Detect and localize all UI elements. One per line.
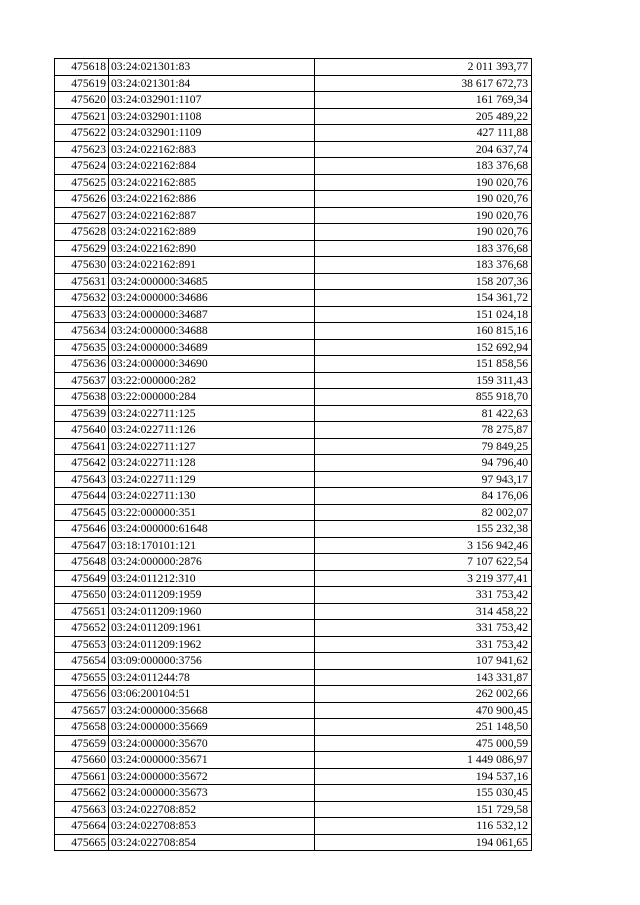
cadastral-number-cell: 03:06:200104:51 xyxy=(109,686,315,703)
cadastral-number-cell: 03:24:000000:35670 xyxy=(109,735,315,752)
table-row xyxy=(55,273,532,290)
cadastral-number-cell: 03:24:022708:853 xyxy=(109,818,315,835)
row-number-cell: 475643 xyxy=(55,471,109,488)
cadastral-value-cell: 204 637,74 xyxy=(315,141,532,158)
cadastral-number-cell: 03:24:022711:127 xyxy=(109,438,315,455)
row-number-cell: 475657 xyxy=(55,702,109,719)
cadastral-value-cell: 161 769,34 xyxy=(315,92,532,109)
cadastral-value-cell: 3 156 942,46 xyxy=(315,537,532,554)
table-body xyxy=(55,59,532,851)
table-row xyxy=(55,422,532,439)
cadastral-value-cell: 151 729,58 xyxy=(315,801,532,818)
cadastral-number-cell: 03:24:022162:885 xyxy=(109,174,315,191)
cadastral-number-cell: 03:24:000000:35673 xyxy=(109,785,315,802)
table-row xyxy=(55,785,532,802)
cadastral-value-cell: 94 796,40 xyxy=(315,455,532,472)
table-row xyxy=(55,389,532,406)
cadastral-number-cell: 03:24:000000:35668 xyxy=(109,702,315,719)
table-row xyxy=(55,521,532,538)
cadastral-value-cell: 2 011 393,77 xyxy=(315,59,532,76)
row-number-cell: 475663 xyxy=(55,801,109,818)
cadastral-number-cell: 03:24:022708:854 xyxy=(109,834,315,851)
row-number-cell: 475619 xyxy=(55,75,109,92)
table-row xyxy=(55,323,532,340)
cadastral-number-cell: 03:24:011209:1960 xyxy=(109,603,315,620)
cadastral-number-cell: 03:24:021301:83 xyxy=(109,59,315,76)
cadastral-number-cell: 03:24:011212:310 xyxy=(109,570,315,587)
row-number-cell: 475625 xyxy=(55,174,109,191)
cadastral-value-cell: 81 422,63 xyxy=(315,405,532,422)
row-number-cell: 475631 xyxy=(55,273,109,290)
row-number-cell: 475628 xyxy=(55,224,109,241)
cadastral-value-table xyxy=(54,58,532,851)
cadastral-value-cell: 1 449 086,97 xyxy=(315,752,532,769)
cadastral-value-cell: 160 815,16 xyxy=(315,323,532,340)
table-row xyxy=(55,504,532,521)
cadastral-number-cell: 03:24:000000:34685 xyxy=(109,273,315,290)
cadastral-number-cell: 03:24:022162:884 xyxy=(109,158,315,175)
row-number-cell: 475651 xyxy=(55,603,109,620)
row-number-cell: 475623 xyxy=(55,141,109,158)
row-number-cell: 475661 xyxy=(55,768,109,785)
table-row xyxy=(55,108,532,125)
table-row xyxy=(55,306,532,323)
table-row xyxy=(55,603,532,620)
cadastral-number-cell: 03:24:032901:1107 xyxy=(109,92,315,109)
cadastral-value-cell: 251 148,50 xyxy=(315,719,532,736)
row-number-cell: 475635 xyxy=(55,339,109,356)
row-number-cell: 475662 xyxy=(55,785,109,802)
table-row xyxy=(55,59,532,76)
cadastral-number-cell: 03:24:022711:125 xyxy=(109,405,315,422)
row-number-cell: 475659 xyxy=(55,735,109,752)
row-number-cell: 475642 xyxy=(55,455,109,472)
table-row xyxy=(55,372,532,389)
cadastral-value-cell: 151 024,18 xyxy=(315,306,532,323)
table-row xyxy=(55,719,532,736)
cadastral-number-cell: 03:24:000000:34689 xyxy=(109,339,315,356)
row-number-cell: 475621 xyxy=(55,108,109,125)
row-number-cell: 475652 xyxy=(55,620,109,637)
cadastral-value-cell: 78 275,87 xyxy=(315,422,532,439)
cadastral-value-cell: 194 061,65 xyxy=(315,834,532,851)
row-number-cell: 475632 xyxy=(55,290,109,307)
row-number-cell: 475649 xyxy=(55,570,109,587)
row-number-cell: 475622 xyxy=(55,125,109,142)
cadastral-value-cell: 475 000,59 xyxy=(315,735,532,752)
cadastral-number-cell: 03:24:011244:78 xyxy=(109,669,315,686)
row-number-cell: 475655 xyxy=(55,669,109,686)
table-row xyxy=(55,471,532,488)
row-number-cell: 475634 xyxy=(55,323,109,340)
cadastral-value-cell: 7 107 622,54 xyxy=(315,554,532,571)
table-row xyxy=(55,587,532,604)
table-row xyxy=(55,158,532,175)
cadastral-value-cell: 205 489,22 xyxy=(315,108,532,125)
cadastral-number-cell: 03:24:011209:1961 xyxy=(109,620,315,637)
table-row xyxy=(55,735,532,752)
row-number-cell: 475637 xyxy=(55,372,109,389)
table-row xyxy=(55,191,532,208)
table-row xyxy=(55,653,532,670)
table-row xyxy=(55,570,532,587)
row-number-cell: 475648 xyxy=(55,554,109,571)
cadastral-value-cell: 82 002,07 xyxy=(315,504,532,521)
table-row xyxy=(55,257,532,274)
row-number-cell: 475638 xyxy=(55,389,109,406)
cadastral-value-cell: 155 232,38 xyxy=(315,521,532,538)
row-number-cell: 475639 xyxy=(55,405,109,422)
row-number-cell: 475665 xyxy=(55,834,109,851)
cadastral-value-cell: 107 941,62 xyxy=(315,653,532,670)
row-number-cell: 475660 xyxy=(55,752,109,769)
row-number-cell: 475620 xyxy=(55,92,109,109)
cadastral-number-cell: 03:24:022711:130 xyxy=(109,488,315,505)
row-number-cell: 475664 xyxy=(55,818,109,835)
cadastral-number-cell: 03:24:022711:129 xyxy=(109,471,315,488)
cadastral-value-cell: 155 030,45 xyxy=(315,785,532,802)
cadastral-value-cell: 183 376,68 xyxy=(315,240,532,257)
row-number-cell: 475654 xyxy=(55,653,109,670)
table-row xyxy=(55,125,532,142)
row-number-cell: 475653 xyxy=(55,636,109,653)
table-row xyxy=(55,834,532,851)
cadastral-value-cell: 183 376,68 xyxy=(315,257,532,274)
row-number-cell: 475624 xyxy=(55,158,109,175)
cadastral-value-cell: 143 331,87 xyxy=(315,669,532,686)
cadastral-number-cell: 03:24:000000:34690 xyxy=(109,356,315,373)
table-row xyxy=(55,620,532,637)
cadastral-value-cell: 97 943,17 xyxy=(315,471,532,488)
table-row xyxy=(55,92,532,109)
table-row xyxy=(55,356,532,373)
cadastral-value-cell: 154 361,72 xyxy=(315,290,532,307)
cadastral-value-cell: 79 849,25 xyxy=(315,438,532,455)
cadastral-number-cell: 03:24:022162:887 xyxy=(109,207,315,224)
document-page xyxy=(54,58,532,851)
cadastral-value-cell: 183 376,68 xyxy=(315,158,532,175)
cadastral-number-cell: 03:24:032901:1108 xyxy=(109,108,315,125)
table-row xyxy=(55,224,532,241)
cadastral-number-cell: 03:18:170101:121 xyxy=(109,537,315,554)
row-number-cell: 475641 xyxy=(55,438,109,455)
table-row xyxy=(55,290,532,307)
cadastral-number-cell: 03:24:022711:126 xyxy=(109,422,315,439)
cadastral-value-cell: 194 537,16 xyxy=(315,768,532,785)
cadastral-value-cell: 190 020,76 xyxy=(315,174,532,191)
cadastral-number-cell: 03:24:022162:886 xyxy=(109,191,315,208)
cadastral-number-cell: 03:22:000000:351 xyxy=(109,504,315,521)
cadastral-number-cell: 03:24:032901:1109 xyxy=(109,125,315,142)
cadastral-number-cell: 03:22:000000:282 xyxy=(109,372,315,389)
cadastral-number-cell: 03:24:011209:1962 xyxy=(109,636,315,653)
row-number-cell: 475658 xyxy=(55,719,109,736)
cadastral-value-cell: 38 617 672,73 xyxy=(315,75,532,92)
cadastral-number-cell: 03:24:022162:889 xyxy=(109,224,315,241)
cadastral-number-cell: 03:24:022162:890 xyxy=(109,240,315,257)
row-number-cell: 475656 xyxy=(55,686,109,703)
table-row xyxy=(55,339,532,356)
table-row xyxy=(55,405,532,422)
cadastral-value-cell: 152 692,94 xyxy=(315,339,532,356)
row-number-cell: 475650 xyxy=(55,587,109,604)
cadastral-number-cell: 03:24:000000:35671 xyxy=(109,752,315,769)
row-number-cell: 475633 xyxy=(55,306,109,323)
table-row xyxy=(55,174,532,191)
table-row xyxy=(55,488,532,505)
table-row xyxy=(55,438,532,455)
table-row xyxy=(55,75,532,92)
cadastral-number-cell: 03:24:000000:35669 xyxy=(109,719,315,736)
cadastral-value-cell: 3 219 377,41 xyxy=(315,570,532,587)
row-number-cell: 475636 xyxy=(55,356,109,373)
cadastral-value-cell: 84 176,06 xyxy=(315,488,532,505)
table-row xyxy=(55,207,532,224)
cadastral-value-cell: 331 753,42 xyxy=(315,587,532,604)
cadastral-number-cell: 03:24:000000:2876 xyxy=(109,554,315,571)
cadastral-number-cell: 03:24:022162:883 xyxy=(109,141,315,158)
cadastral-value-cell: 331 753,42 xyxy=(315,620,532,637)
cadastral-number-cell: 03:24:000000:61648 xyxy=(109,521,315,538)
table-row xyxy=(55,455,532,472)
cadastral-number-cell: 03:22:000000:284 xyxy=(109,389,315,406)
row-number-cell: 475629 xyxy=(55,240,109,257)
row-number-cell: 475645 xyxy=(55,504,109,521)
cadastral-value-cell: 116 532,12 xyxy=(315,818,532,835)
row-number-cell: 475647 xyxy=(55,537,109,554)
table-row xyxy=(55,636,532,653)
table-row xyxy=(55,752,532,769)
table-row xyxy=(55,801,532,818)
row-number-cell: 475640 xyxy=(55,422,109,439)
cadastral-number-cell: 03:24:000000:34687 xyxy=(109,306,315,323)
table-row xyxy=(55,686,532,703)
row-number-cell: 475644 xyxy=(55,488,109,505)
cadastral-number-cell: 03:24:022708:852 xyxy=(109,801,315,818)
cadastral-value-cell: 190 020,76 xyxy=(315,191,532,208)
cadastral-value-cell: 427 111,88 xyxy=(315,125,532,142)
table-row xyxy=(55,240,532,257)
cadastral-value-cell: 190 020,76 xyxy=(315,207,532,224)
cadastral-value-cell: 159 311,43 xyxy=(315,372,532,389)
cadastral-number-cell: 03:24:000000:34686 xyxy=(109,290,315,307)
cadastral-value-cell: 855 918,70 xyxy=(315,389,532,406)
cadastral-value-cell: 151 858,56 xyxy=(315,356,532,373)
row-number-cell: 475646 xyxy=(55,521,109,538)
cadastral-value-cell: 158 207,36 xyxy=(315,273,532,290)
cadastral-number-cell: 03:24:022711:128 xyxy=(109,455,315,472)
row-number-cell: 475618 xyxy=(55,59,109,76)
table-row xyxy=(55,768,532,785)
cadastral-value-cell: 331 753,42 xyxy=(315,636,532,653)
cadastral-value-cell: 262 002,66 xyxy=(315,686,532,703)
cadastral-value-cell: 314 458,22 xyxy=(315,603,532,620)
row-number-cell: 475626 xyxy=(55,191,109,208)
cadastral-value-cell: 190 020,76 xyxy=(315,224,532,241)
table-row xyxy=(55,554,532,571)
table-row xyxy=(55,818,532,835)
cadastral-number-cell: 03:24:022162:891 xyxy=(109,257,315,274)
row-number-cell: 475627 xyxy=(55,207,109,224)
table-row xyxy=(55,702,532,719)
cadastral-value-cell: 470 900,45 xyxy=(315,702,532,719)
cadastral-number-cell: 03:24:000000:34688 xyxy=(109,323,315,340)
cadastral-number-cell: 03:24:011209:1959 xyxy=(109,587,315,604)
row-number-cell: 475630 xyxy=(55,257,109,274)
table-row xyxy=(55,141,532,158)
table-row xyxy=(55,669,532,686)
cadastral-number-cell: 03:09:000000:3756 xyxy=(109,653,315,670)
cadastral-number-cell: 03:24:000000:35672 xyxy=(109,768,315,785)
table-row xyxy=(55,537,532,554)
cadastral-number-cell: 03:24:021301:84 xyxy=(109,75,315,92)
